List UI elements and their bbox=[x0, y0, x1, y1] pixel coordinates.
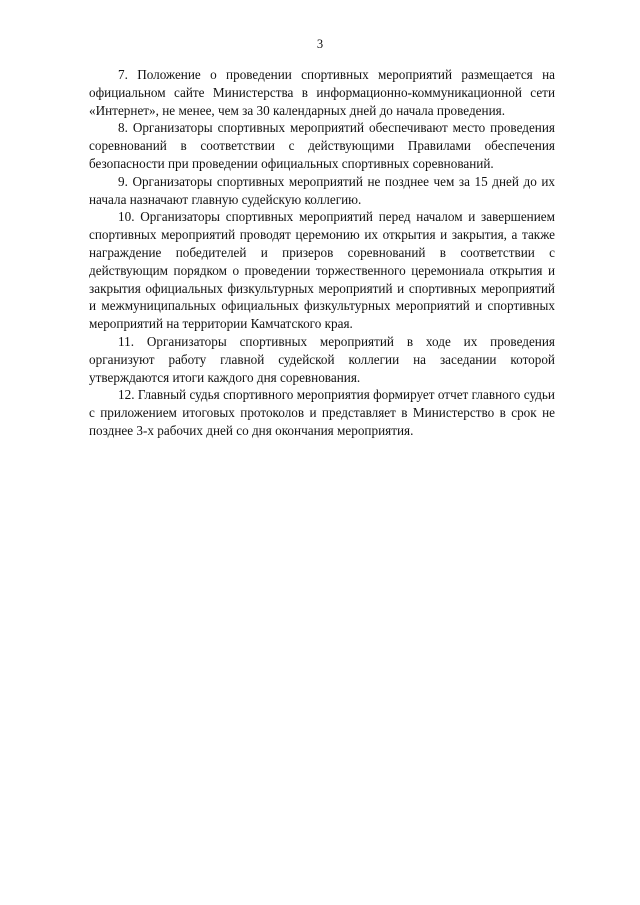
paragraph-10: 10. Организаторы спортивных мероприятий перед началом и завершением спортивных мероприятий проводят церемонию их открытия и закрытия, а также награждение победителей и призеров соревнований в соответствии с действующим порядком о проведении торжественного церемониала открытия и закрытия официальных физкультурных мероприятий и спортивных мероприятий и межмуниципальных официальных физкультурных мероприятий и спортивных мероприятий на территории Камчатского края. bbox=[89, 209, 555, 332]
document-body bbox=[89, 66, 555, 440]
paragraph-8: 8. Организаторы спортивных мероприятий обеспечивают место проведения соревнований в соответствии с действующими Правилами обеспечения безопасности при проведении официальных спортивных соревнований. bbox=[89, 120, 555, 171]
paragraph-7: 7. Положение о проведении спортивных мероприятий размещается на официальном сайте Министерства в информационно-коммуникационной сети «Интернет», не менее, чем за 30 календарных дней до начала проведения. bbox=[89, 67, 555, 118]
paragraph-11: 11. Организаторы спортивных мероприятий в ходе их проведения организуют работу главной судейской коллегии на заседании которой утверждаются итоги каждого дня соревнования. bbox=[89, 333, 555, 385]
paragraph-9: 9. Организаторы спортивных мероприятий не позднее чем за 15 дней до их начала назначают главную судейскую коллегию. bbox=[89, 173, 555, 207]
paragraph-12: 12. Главный судья спортивного мероприятия формирует отчет главного судьи с приложением итоговых протоколов и представляет в Министерство в срок не позднее 3-х рабочих дней со дня окончания мероприятия. bbox=[89, 387, 555, 438]
page-number: 3 bbox=[316, 37, 324, 51]
